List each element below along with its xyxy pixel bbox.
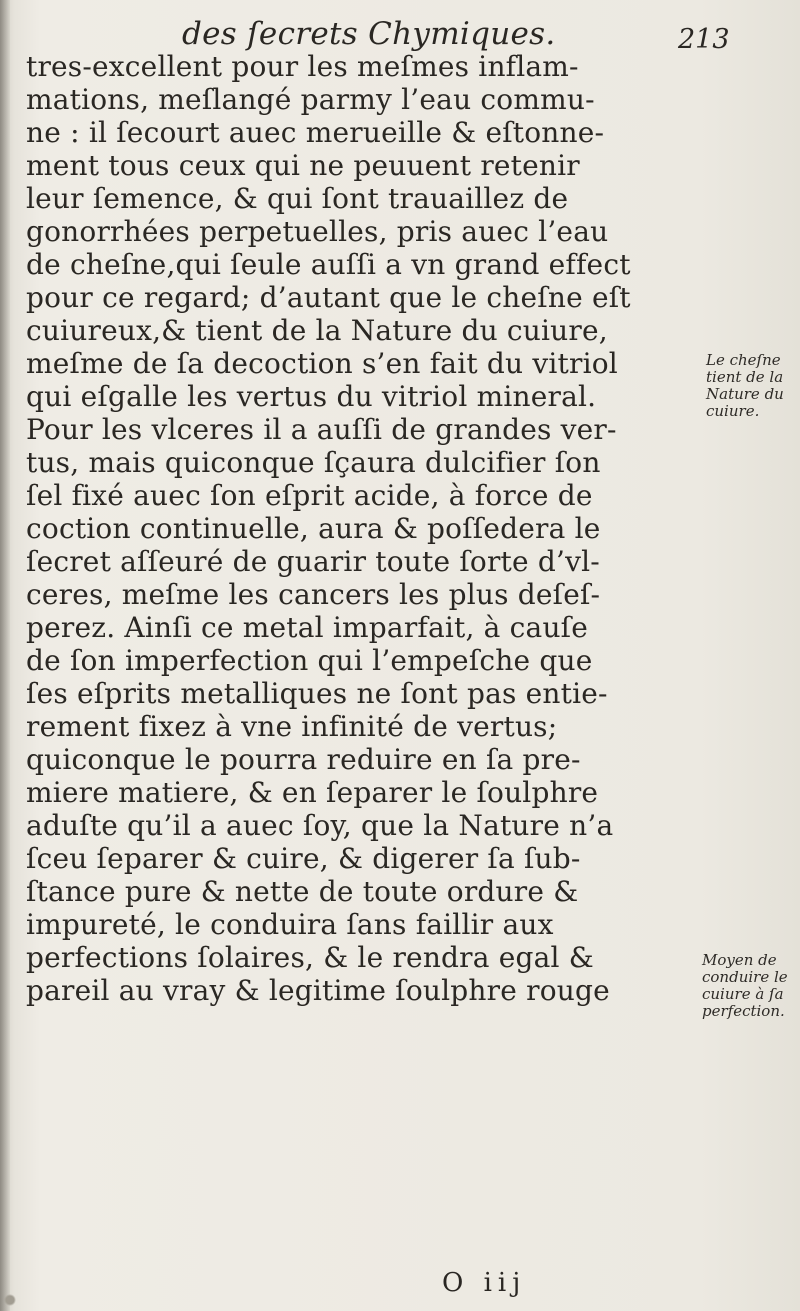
- text-line: ſtance pure & nette de toute ordure &: [26, 875, 579, 908]
- text-line: gonorrhées perpetuelles, pris auec l’eau: [26, 215, 609, 248]
- text-line: aduſte qu’il a auec ſoy, que la Nature n’a: [26, 809, 614, 842]
- text-line: de ſon imperfection qui l’empeſche que: [26, 644, 593, 677]
- page-spine-shadow: [0, 0, 10, 1311]
- text-line: cuiureux,& tient de la Nature du cuiure,: [26, 314, 608, 347]
- text-line: leur ſemence, & qui ſont trauaillez de: [26, 182, 569, 215]
- text-line: miere matiere, & en ſeparer le ſoulphre: [26, 776, 599, 809]
- text-line: tres-excellent pour les meſmes inflam-: [26, 50, 579, 83]
- running-head: des ſecrets Chymiques.: [182, 16, 556, 52]
- margin-note-line: Moyen de: [702, 951, 777, 969]
- text-line: coction continuelle, aura & poſſedera le: [26, 512, 601, 545]
- signature-mark: O iij: [442, 1268, 527, 1298]
- text-line: ſes eſprits metalliques ne ſont pas entie-: [26, 677, 608, 710]
- text-line: ſel fixé auec ſon eſprit acide, à force de: [26, 479, 593, 512]
- text-line: quiconque le pourra reduire en ſa pre-: [26, 743, 581, 776]
- margin-note-line: Le cheſne: [706, 351, 781, 369]
- margin-note-line: conduire le: [702, 968, 788, 986]
- page-number: 213: [678, 24, 730, 55]
- text-line: mations, meſlangé parmy l’eau commu-: [26, 83, 595, 116]
- text-line: ſceu ſeparer & cuire, & digerer ſa ſub-: [26, 842, 581, 875]
- text-line: tus, mais quiconque ſçaura dulcifier ſon: [26, 446, 601, 479]
- margin-note-line: cuiure à ſa: [702, 985, 784, 1003]
- margin-note-oak: [706, 352, 784, 420]
- text-line: de cheſne,qui ſeule auſſi a vn grand effect: [26, 248, 631, 281]
- text-line: pour ce regard; d’autant que le cheſne eſt: [26, 281, 631, 314]
- body-text: [26, 50, 666, 1007]
- text-line: meſme de ſa decoction s’en fait du vitriol: [26, 347, 618, 380]
- text-line: ne : il ſecourt auec merueille & eſtonne-: [26, 116, 605, 149]
- text-line: ceres, meſme les cancers les plus deſeſ-: [26, 578, 601, 611]
- margin-note-copper: [702, 952, 788, 1020]
- margin-note-line: cuiure.: [706, 402, 760, 420]
- text-line: impureté, le conduira ſans faillir aux: [26, 908, 554, 941]
- margin-note-line: perfection.: [702, 1002, 785, 1020]
- margin-note-line: Nature du: [706, 385, 784, 403]
- text-line: Pour les vlceres il a auſſi de grandes ver-: [26, 413, 617, 446]
- text-line: perfections ſolaires, & le rendra egal &: [26, 941, 594, 974]
- text-line: pareil au vray & legitime ſoulphre rouge: [26, 974, 610, 1007]
- text-line: ment tous ceux qui ne peuuent retenir: [26, 149, 580, 182]
- margin-note-line: tient de la: [706, 368, 784, 386]
- text-line: qui eſgalle les vertus du vitriol mineral.: [26, 380, 597, 413]
- text-line: perez. Ainſi ce metal imparfait, à cauſe: [26, 611, 589, 644]
- text-line: rement fixez à vne infinité de vertus;: [26, 710, 558, 743]
- ink-smudge: [0, 1280, 30, 1311]
- text-line: ſecret aſſeuré de guarir toute ſorte d’vl-: [26, 545, 600, 578]
